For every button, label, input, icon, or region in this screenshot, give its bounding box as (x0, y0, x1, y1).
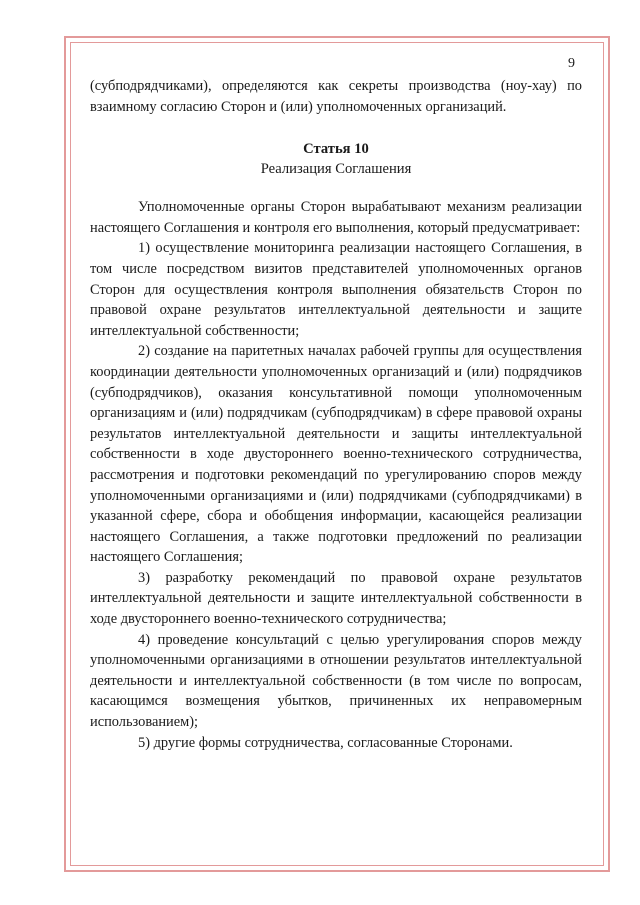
article-title: Статья 10 (303, 141, 369, 158)
paragraph-item-2: 2) создание на паритетных началах рабочей группы для осуществления координации деятельности уполномоченных организаций и (или) подрядчиков (субподрядчиков), оказания консультативной помощи уполномоченным организациям и (или) подрядчикам (субподрядчикам) в сфере правовой охраны результатов интеллектуальной деятельности и защиты интеллектуальной собственности в ходе двустороннего военно-технического сотрудничества, рассмотрения и подготовки рекомендаций по урегулированию споров между уполномоченными организациями и (или) подрядчиками (субподрядчиками) в указанной сфере, сбора и обобщения информации, касающейся реализации настоящего Соглашения, а также подготовки предложений по реализации настоящего Соглашения; (90, 343, 582, 566)
continuation-paragraph: (субподрядчиками), определяются как секреты производства (ноу-хау) по взаимному согласию Сторон и (или) уполномоченных организаций. (90, 78, 582, 115)
paragraph-item-1: 1) осуществление мониторинга реализации настоящего Соглашения, в том числе посредством визитов представителей уполномоченных органов Сторон для осуществления контроля выполнения обязательств Сторон по правовой охране результатов интеллектуальной деятельности и защите интеллектуальной собственности; (90, 240, 582, 339)
page-number: 9 (568, 56, 575, 71)
paragraph-intro: Уполномоченные органы Сторон вырабатывают механизм реализации настоящего Соглашения и контроля его выполнения, который предусматривает: (90, 199, 582, 236)
paragraph-item-4: 4) проведение консультаций с целью урегулирования споров между уполномоченными организациями в отношении результатов интеллектуальной деятельности и интеллектуальной собственности (в том числе по вопросам, касающимся возмещения убытков, причиненных их неправомерным использованием); (90, 631, 582, 731)
paragraph-item-5: 5) другие формы сотрудничества, согласованные Сторонами. (138, 734, 513, 751)
document-body (90, 76, 582, 753)
article-subtitle: Реализация Соглашения (260, 161, 412, 178)
paragraph-item-3: 3) разработку рекомендаций по правовой охране результатов интеллектуальной деятельности и защите интеллектуальной собственности в ходе двустороннего военно-технического сотрудничества; (90, 569, 582, 628)
